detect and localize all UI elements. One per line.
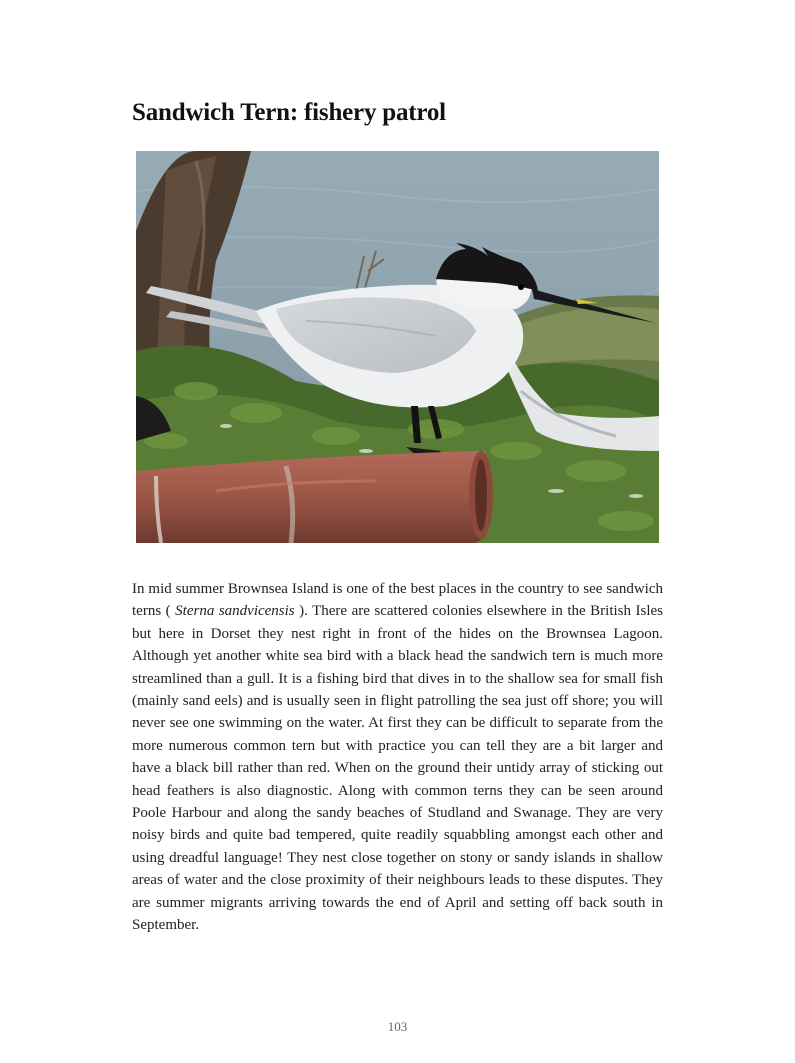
body-paragraph	[132, 578, 663, 937]
sandwich-tern-photo	[136, 151, 659, 543]
paragraph-text-start: In mid summer Brownsea Island is one of the best places in the country to see sandwich terns (	[132, 581, 663, 620]
latin-name: Sterna sandvicensis	[175, 603, 295, 620]
page-title: Sandwich Tern: fishery patrol	[132, 99, 446, 126]
page-number: 103	[387, 1019, 408, 1034]
paragraph-text-rest: ). There are scattered colonies elsewhere in the British Isles but here in Dorset they nest right in front of the hides on the Brownsea Lagoon. Although yet another white sea bird with a black head the sandwich tern is much more streamlined than a gull. It is a fishing bird that dives in to the shallow sea for small fish (mainly sand eels) and is usually seen in flight patrolling the sea just off shore; you will never see one swimming on the water. At first they can be difficult to separate from the more numerous common tern but with practice you can tell they are a bit larger and have a black bill rather than red. When on the ground their untidy array of sticking out head feathers is also diagnostic. Along with common terns they can be seen around Poole Harbour and along the sandy beaches of Studland and Swanage. They are very noisy birds and quite bad tempered, quite readily squabbling amongst each other and using dreadful language! They nest close together on stony or sandy islands in shallow areas of water and the close proximity of their neighbours leads to these disputes. They are summer migrants arriving towards the end of April and setting off back south in September.	[132, 603, 663, 934]
